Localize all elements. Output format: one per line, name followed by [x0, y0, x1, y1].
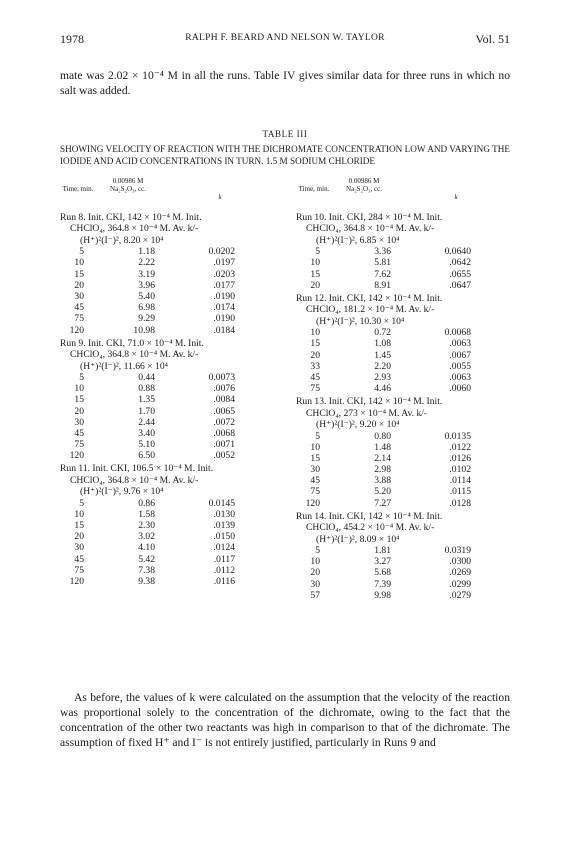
time-cell: 5	[79, 371, 84, 383]
table-row	[296, 453, 510, 464]
reagent-cell: 3.19	[138, 268, 155, 280]
time-cell: 10	[310, 441, 320, 453]
reagent-cell: 7.27	[374, 497, 391, 509]
reagent-cell: 2.22	[138, 257, 155, 269]
run-condition-line: (H⁺)²(I⁻)², 8.20 × 10⁴	[80, 234, 164, 246]
header-concentration: 0.00986 M	[348, 177, 380, 185]
right-runs	[296, 212, 510, 601]
table-row	[60, 269, 274, 280]
k-cell: .0063	[449, 371, 471, 383]
reagent-cell: 2.93	[374, 371, 391, 383]
table-row	[60, 313, 274, 324]
run-condition-line: CHClO₄, 273 × 10⁻⁴ M. Av. k/-	[306, 407, 428, 419]
time-cell: 15	[310, 268, 320, 280]
k-cell: .0655	[449, 268, 471, 280]
reagent-cell: 3.27	[374, 556, 391, 568]
reagent-cell: 5.68	[374, 567, 391, 579]
table-row	[296, 590, 510, 601]
table-row	[296, 431, 510, 442]
time-cell: 45	[310, 371, 320, 383]
header-reagent: Na₂S₂O₃, cc.	[346, 185, 382, 193]
time-cell: 75	[74, 564, 84, 576]
k-cell: .0055	[449, 360, 471, 372]
time-cell: 33	[310, 360, 320, 372]
table-row	[296, 338, 510, 349]
table-row	[60, 439, 274, 450]
k-cell: .0067	[449, 349, 471, 361]
time-cell: 15	[74, 520, 84, 532]
k-cell: .0269	[449, 567, 471, 579]
table-row	[60, 576, 274, 587]
reagent-cell: 7.39	[374, 578, 391, 590]
time-cell: 30	[74, 542, 84, 554]
time-cell: 5	[315, 430, 320, 442]
table-row	[60, 257, 274, 268]
reagent-cell: 0.72	[374, 327, 391, 339]
k-cell: 0.0319	[444, 545, 471, 557]
time-cell: 20	[74, 531, 84, 543]
table-row	[296, 498, 510, 509]
run-block	[296, 212, 510, 291]
k-cell: .0130	[213, 508, 235, 520]
table-row	[296, 350, 510, 361]
run-condition-line: (H⁺)²(I⁻)², 10.30 × 10⁴	[316, 315, 405, 327]
time-cell: 15	[310, 338, 320, 350]
header-time: Time, min.	[62, 185, 94, 193]
volume-label: Vol. 51	[475, 32, 510, 46]
time-cell: 75	[310, 383, 320, 395]
k-cell: .0060	[449, 383, 471, 395]
table-row	[60, 280, 274, 291]
reagent-cell: 3.88	[374, 475, 391, 487]
header-time: Time, min.	[298, 185, 330, 193]
table-row	[296, 246, 510, 257]
reagent-cell: 9.98	[374, 589, 391, 601]
table-row	[296, 475, 510, 486]
k-cell: .0190	[213, 290, 235, 302]
reagent-cell: 0.86	[138, 497, 155, 509]
k-cell: 0.0135	[444, 430, 471, 442]
run-condition-line: Run 11. Init. CKI, 106.5 × 10⁻⁴ M. Init.	[60, 463, 214, 475]
header-k: k	[218, 193, 222, 201]
k-cell: 0.0073	[208, 371, 235, 383]
table-row	[60, 531, 274, 542]
time-cell: 57	[310, 589, 320, 601]
reagent-cell: 0.88	[138, 383, 155, 395]
run-condition-line: CHClO₄, 364.8 × 10⁻⁴ M. Av. k/-	[70, 223, 199, 235]
reagent-cell: 6.50	[138, 450, 155, 462]
k-cell: .0076	[213, 383, 235, 395]
time-cell: 30	[74, 290, 84, 302]
reagent-cell: 1.45	[374, 349, 391, 361]
time-cell: 45	[74, 427, 84, 439]
time-cell: 45	[74, 553, 84, 565]
reagent-cell: 5.42	[138, 553, 155, 565]
table-row	[60, 291, 274, 302]
reagent-cell: 1.70	[138, 405, 155, 417]
k-cell: .0299	[449, 578, 471, 590]
run-condition-line: Run 10. Init. CKI, 284 × 10⁻⁴ M. Init.	[296, 212, 443, 223]
table-row	[60, 554, 274, 565]
reagent-cell: 4.46	[374, 383, 391, 395]
reagent-cell: 6.98	[138, 302, 155, 314]
table-row	[60, 520, 274, 531]
table-row	[60, 246, 274, 257]
k-cell: .0114	[449, 475, 471, 487]
table-row	[296, 579, 510, 590]
k-cell: 0.0640	[444, 246, 471, 258]
table-row	[60, 565, 274, 576]
reagent-cell: 1.35	[138, 394, 155, 406]
running-header	[60, 32, 510, 48]
time-cell: 75	[74, 439, 84, 451]
table-caption: TABLE III	[262, 129, 308, 139]
run-condition-line: (H⁺)²(I⁻)², 6.85 × 10⁴	[316, 234, 400, 246]
table-row	[296, 257, 510, 268]
time-cell: 10	[74, 508, 84, 520]
k-cell: .0126	[449, 452, 471, 464]
run-condition-line: CHClO₄, 454.2 × 10⁻⁴ M. Av. k/-	[306, 522, 435, 534]
reagent-cell: 1.81	[374, 545, 391, 557]
run-condition-line: CHClO₄, 181.2 × 10⁻⁴ M. Av. k/-	[306, 304, 435, 316]
k-cell: .0072	[213, 416, 235, 428]
time-cell: 5	[315, 545, 320, 557]
reagent-cell: 2.20	[374, 360, 391, 372]
time-cell: 5	[79, 497, 84, 509]
k-cell: .0177	[213, 279, 235, 291]
time-cell: 75	[310, 486, 320, 498]
run-condition-line: Run 9. Init. CKI, 71.0 × 10⁻⁴ M. Init.	[60, 337, 204, 349]
k-cell: .0068	[213, 427, 235, 439]
reagent-cell: 9.38	[138, 575, 155, 587]
table-row	[60, 498, 274, 509]
k-cell: .0197	[213, 257, 235, 269]
reagent-cell: 0.44	[138, 371, 155, 383]
reagent-cell: 3.02	[138, 531, 155, 543]
time-cell: 20	[310, 567, 320, 579]
reagent-cell: 4.10	[138, 542, 155, 554]
time-cell: 20	[74, 279, 84, 291]
reagent-cell: 2.30	[138, 520, 155, 532]
header-k: k	[454, 193, 458, 201]
table-right-column	[296, 177, 510, 601]
time-cell: 20	[310, 349, 320, 361]
run-condition-line: (H⁺)²(I⁻)², 9.76 × 10⁴	[80, 486, 164, 498]
page-number: 1978	[60, 32, 84, 46]
k-cell: .0184	[213, 324, 235, 336]
k-cell: .0084	[213, 394, 235, 406]
reagent-cell: 1.58	[138, 508, 155, 520]
reagent-cell: 5.81	[374, 257, 391, 269]
reagent-cell: 7.62	[374, 268, 391, 280]
time-cell: 30	[74, 416, 84, 428]
run-block	[60, 338, 274, 462]
table-row	[296, 269, 510, 280]
time-cell: 15	[74, 268, 84, 280]
reagent-cell: 2.44	[138, 416, 155, 428]
table-row	[296, 361, 510, 372]
run-condition-line: Run 12. Init. CKI, 142 × 10⁻⁴ M. Init.	[296, 292, 443, 304]
k-cell: .0124	[213, 542, 235, 554]
time-cell: 120	[69, 324, 84, 336]
k-cell: .0065	[213, 405, 235, 417]
table-row	[60, 406, 274, 417]
run-condition-line: (H⁺)²(I⁻)², 8.09 × 10⁴	[316, 533, 400, 545]
table-row	[60, 383, 274, 394]
k-cell: .0300	[449, 556, 471, 568]
k-cell: .0279	[449, 589, 471, 601]
time-cell: 5	[79, 246, 84, 258]
table-row	[296, 442, 510, 453]
table-row	[60, 302, 274, 313]
table-row	[60, 417, 274, 428]
time-cell: 45	[74, 302, 84, 314]
run-block	[60, 463, 274, 587]
time-cell: 120	[69, 575, 84, 587]
k-cell: 0.0202	[208, 246, 235, 258]
run-condition-line: Run 8. Init. CKI, 142 × 10⁻⁴ M. Init.	[60, 212, 202, 223]
body-paragraph: As before, the values of k were calculated on the assumption that the velocity of the reaction was proportional solely to the concentration of the dichromate, owing to the fact that the concentration of the other two reactants was high in comparison to that of the dichromate. The assumption of fixed H⁺ and I⁻ is not entirely justified, particularly in Runs 9 and	[60, 691, 510, 749]
time-cell: 45	[310, 475, 320, 487]
k-cell: .0190	[213, 313, 235, 325]
k-cell: .0139	[213, 520, 235, 532]
reagent-cell: 5.10	[138, 439, 155, 451]
reagent-cell: 0.80	[374, 430, 391, 442]
table-row	[60, 450, 274, 461]
header-reagent: Na₂S₂O₃, cc.	[110, 185, 146, 193]
column-header	[296, 177, 510, 210]
k-cell: .0052	[213, 450, 235, 462]
run-condition-line: (H⁺)²(I⁻)², 11.66 × 10⁴	[80, 360, 168, 372]
running-head: RALPH F. BEARD AND NELSON W. TAYLOR	[185, 33, 385, 43]
table-row	[296, 545, 510, 556]
table-row	[296, 567, 510, 578]
table-row	[296, 372, 510, 383]
run-condition-line: Run 14. Init. CKI, 142 × 10⁻⁴ M. Init.	[296, 510, 443, 522]
time-cell: 75	[74, 313, 84, 325]
run-block	[296, 293, 510, 394]
left-runs	[60, 212, 274, 587]
reagent-cell: 2.14	[374, 452, 391, 464]
k-cell: .0102	[449, 464, 471, 476]
table-row	[60, 509, 274, 520]
table-row	[60, 372, 274, 383]
table-title: SHOWING VELOCITY OF REACTION WITH THE DICHROMATE CONCENTRATION LOW AND VARYING THE IODIDE AND ACID CONCENTRATIONS IN TURN. 1.5 M SODIUM CHLORIDE	[60, 144, 510, 166]
time-cell: 15	[74, 394, 84, 406]
k-cell: .0112	[213, 564, 235, 576]
k-cell: .0647	[449, 279, 471, 291]
time-cell: 30	[310, 578, 320, 590]
time-cell: 10	[74, 383, 84, 395]
time-cell: 120	[305, 497, 320, 509]
run-block	[60, 212, 274, 336]
time-cell: 20	[310, 279, 320, 291]
time-cell: 10	[74, 257, 84, 269]
table-row	[296, 327, 510, 338]
run-condition-line: Run 13. Init. CKI, 142 × 10⁻⁴ M. Init.	[296, 396, 443, 408]
k-cell: .0174	[213, 302, 235, 314]
k-cell: .0203	[213, 268, 235, 280]
k-cell: .0122	[449, 441, 471, 453]
table-row	[60, 394, 274, 405]
k-cell: .0117	[213, 553, 235, 565]
reagent-cell: 5.40	[138, 290, 155, 302]
k-cell: 0.0068	[444, 327, 471, 339]
run-block	[296, 396, 510, 509]
reagent-cell: 3.96	[138, 279, 155, 291]
reagent-cell: 1.48	[374, 441, 391, 453]
time-cell: 120	[69, 450, 84, 462]
reagent-cell: 1.08	[374, 338, 391, 350]
k-cell: .0063	[449, 338, 471, 350]
reagent-cell: 2.98	[374, 464, 391, 476]
table-row	[296, 556, 510, 567]
reagent-cell: 5.20	[374, 486, 391, 498]
table-row	[296, 383, 510, 394]
k-cell: .0115	[449, 486, 471, 498]
time-cell: 15	[310, 452, 320, 464]
k-cell: .0116	[213, 575, 235, 587]
time-cell: 5	[315, 246, 320, 258]
time-cell: 20	[74, 405, 84, 417]
table-row	[296, 486, 510, 497]
reagent-cell: 1.18	[138, 246, 155, 258]
k-cell: .0071	[213, 439, 235, 451]
run-condition-line: CHClO₄, 364.8 × 10⁻⁴ M. Av. k/-	[70, 349, 199, 361]
time-cell: 30	[310, 464, 320, 476]
reagent-cell: 3.40	[138, 427, 155, 439]
table-row	[296, 280, 510, 291]
k-cell: 0.0145	[208, 497, 235, 509]
k-cell: .0150	[213, 531, 235, 543]
time-cell: 10	[310, 257, 320, 269]
table-row	[60, 542, 274, 553]
reagent-cell: 7.38	[138, 564, 155, 576]
run-block	[296, 511, 510, 601]
k-cell: .0642	[449, 257, 471, 269]
run-condition-line: (H⁺)²(I⁻)², 9.20 × 10⁴	[316, 419, 400, 431]
header-concentration: 0.00986 M	[112, 177, 144, 185]
reagent-cell: 3.36	[374, 246, 391, 258]
run-condition-line: CHClO₄, 364.8 × 10⁻⁴ M. Av. k/-	[306, 223, 435, 235]
table-row	[296, 464, 510, 475]
reagent-cell: 9.29	[138, 313, 155, 325]
table-row	[60, 428, 274, 439]
table-row	[60, 325, 274, 336]
intro-paragraph: mate was 2.02 × 10⁻⁴ M in all the runs. Table IV gives similar data for three runs in which no salt was added.	[60, 69, 510, 97]
column-header	[60, 177, 274, 210]
k-cell: .0128	[449, 497, 471, 509]
reagent-cell: 10.98	[133, 324, 155, 336]
time-cell: 10	[310, 327, 320, 339]
reagent-cell: 8.91	[374, 279, 391, 291]
time-cell: 10	[310, 556, 320, 568]
table-left-column	[60, 177, 274, 587]
run-condition-line: CHClO₄, 364.8 × 10⁻⁴ M. Av. k/-	[70, 474, 199, 486]
